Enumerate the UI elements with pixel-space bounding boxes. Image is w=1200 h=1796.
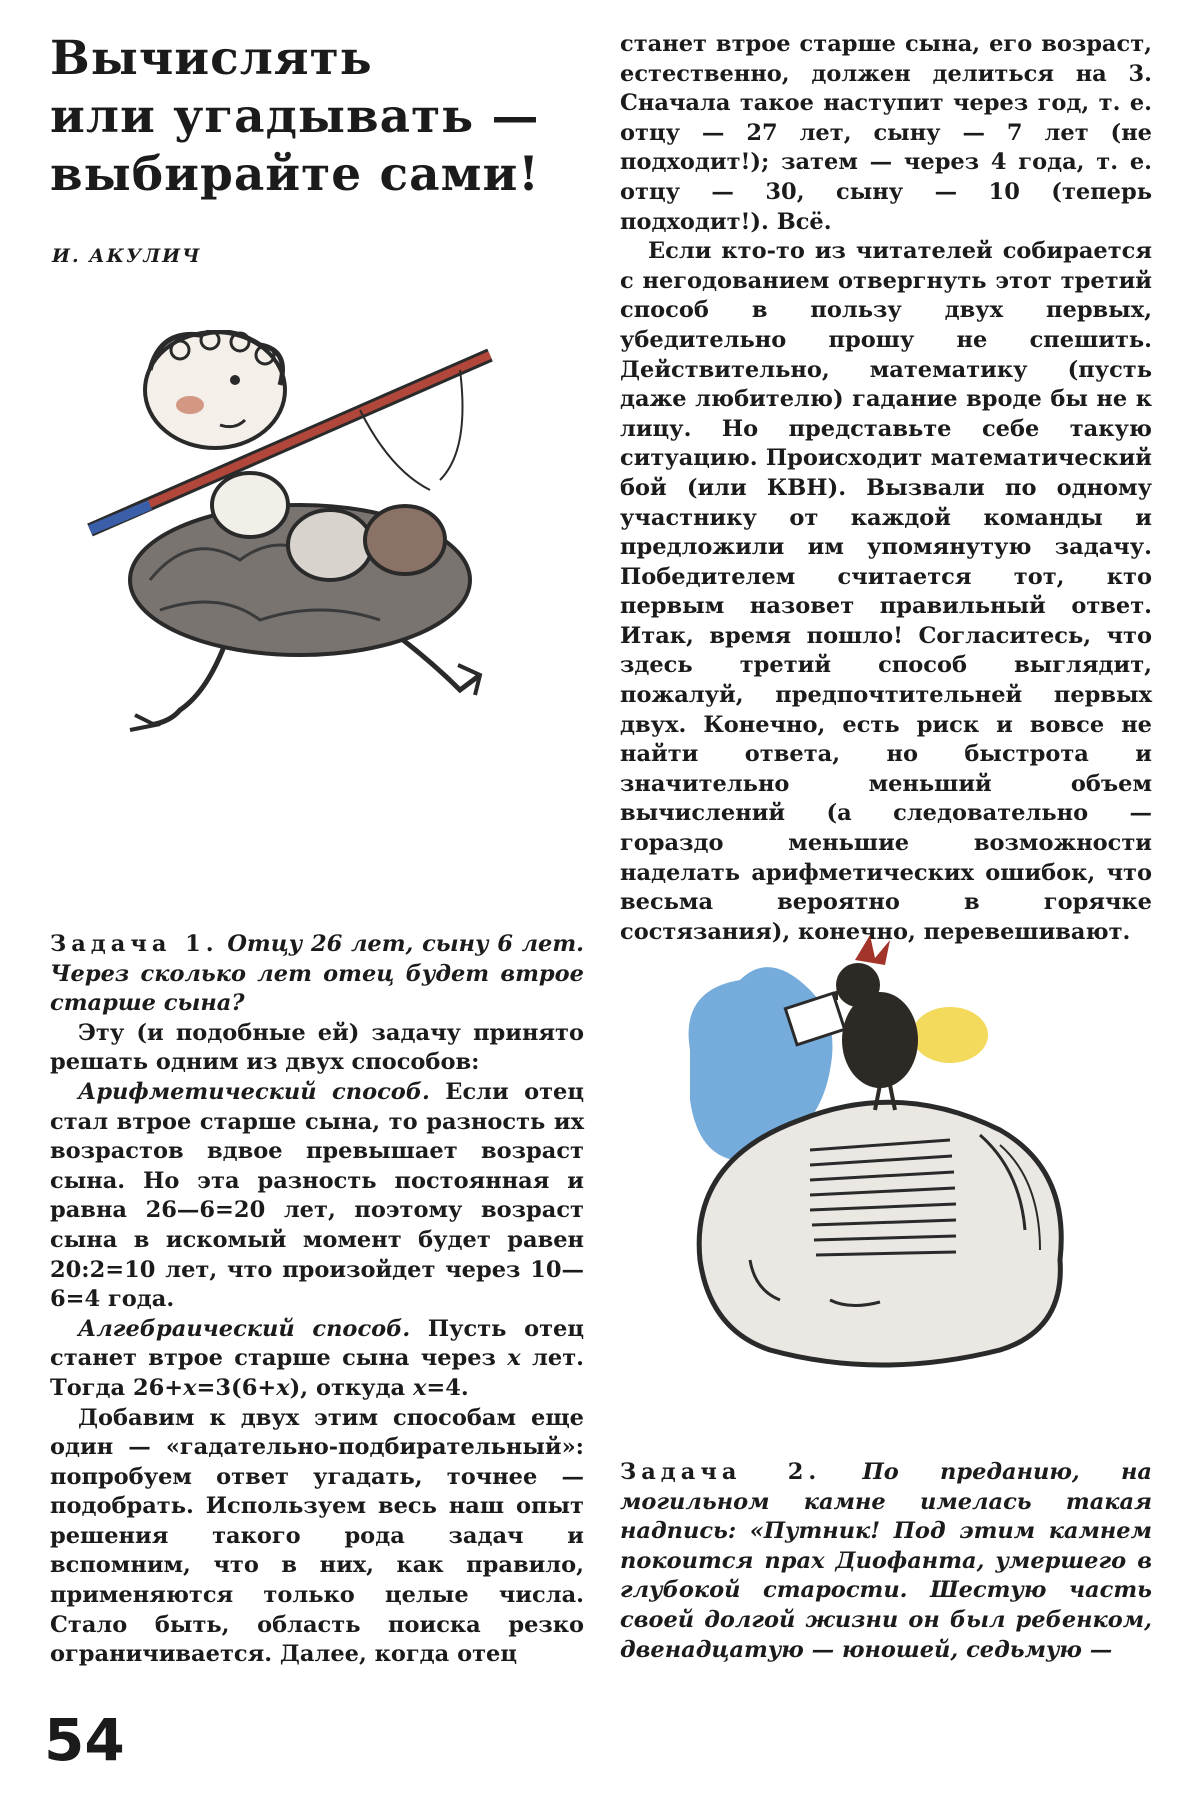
author-name: И. АКУЛИЧ (52, 245, 202, 267)
task-2-text: По преданию, на могильном камне имелась такая надпись: «Путник! Под этим камнем покоится прах Диофанта, умершего в глубокой старости. Шестую часть своей долгой жизни он был ребенком, двенадцатую — юношей, седьмую — (620, 1459, 1152, 1663)
algebraic-lead: Алгебраический способ. (78, 1315, 411, 1342)
paragraph-continuation: станет втрое старше сына, его возраст, естественно, должен делиться на 3. Сначала такое наступит через год, т. е. отцу — 27 лет, сыну — 7 лет (не подходит!); затем — через 4 года, т. е. отцу — 30, сыну — 10 (теперь подходит!). Всё. (620, 31, 1152, 235)
variable-x: x (276, 1374, 290, 1401)
title-line-2: или угадывать — (50, 89, 540, 144)
title-line-3: выбирайте сами! (50, 147, 540, 202)
algebraic-text-c: =3(6+ (196, 1374, 277, 1401)
algebraic-text-e: =4. (426, 1374, 469, 1401)
variable-x: x (412, 1374, 427, 1401)
arithmetic-lead: Арифметический способ. (78, 1078, 430, 1105)
article-title (50, 30, 570, 204)
variable-x: x (183, 1374, 197, 1401)
hunter-with-rifle-drawing (60, 330, 560, 800)
algebraic-text-b: лет. Тогда 26+ (50, 1345, 584, 1401)
task-1-text: Отцу 26 лет, сыну 6 лет. Через сколько лет отец будет втрое старше сына? (50, 931, 584, 1017)
algebraic-text-d: ), откуда (289, 1374, 413, 1401)
task-2 (620, 1458, 1152, 1665)
task-1-label: Задача 1. (50, 931, 219, 957)
left-column (50, 930, 584, 1670)
paragraph-argument: Если кто-то из читателей собирается с негодованием отвергнуть этот третий способ в пользу двух первых, убедительно прошу не спешить. Действительно, математику (пусть даже любителю) гадание вроде бы не к лицу. Но представьте себе такую ситуацию. Происходит математический бой (или КВН). Вызвали по одному участнику от каждой команды и предложили им упомянутую задачу. Победителем считается тот, кто первым назовет правильный ответ. Итак, время пошло! Согласитесь, что здесь третий способ выглядит, пожалуй, предпочтительней первых двух. Конечно, есть риск и вовсе не найти ответа, но быстрота и значительно меньший объем вычислений (а следовательно — гораздо меньшие возможности наделать арифметических ошибок, что весьма вероятно в горячке состязания), конечно, перевешивают. (620, 238, 1152, 945)
paragraph-arithmetic (50, 1078, 584, 1315)
task-2-label: Задача 2. (620, 1459, 822, 1485)
algebraic-text-a: Пусть отец станет втрое старше сына через (50, 1315, 584, 1372)
bird-on-gravestone-drawing (680, 930, 1080, 1430)
title-line-1: Вычислять (50, 31, 373, 86)
task-1 (50, 930, 584, 1019)
page-number: 54 (44, 1706, 125, 1774)
arithmetic-text: Если отец стал втрое старше сына, то разность их возрастов вдвое превышает возраст сына. Но эта разность постоянная и равна 26—6=20 лет, поэтому возраст сына в искомый момент будет равен 20:2=10 лет, что произойдет через 10—6=4 года. (50, 1078, 584, 1313)
variable-x: x (507, 1345, 521, 1372)
paragraph-guessing: Добавим к двух этим способам еще один — «гадательно-подбирательный»: попробуем ответ угадать, точнее — подобрать. Используем весь наш опыт решения такого рода задач и вспомним, что в них, как правило, применяются только целые числа. Стало быть, область поиска резко ограничивается. Далее, когда отец (50, 1404, 584, 1668)
paragraph-algebraic (50, 1315, 584, 1404)
paragraph: Эту (и подобные ей) задачу принято решать одним из двух способов: (50, 1019, 584, 1076)
right-column-top (620, 30, 1152, 947)
right-column-bottom (620, 1458, 1152, 1665)
